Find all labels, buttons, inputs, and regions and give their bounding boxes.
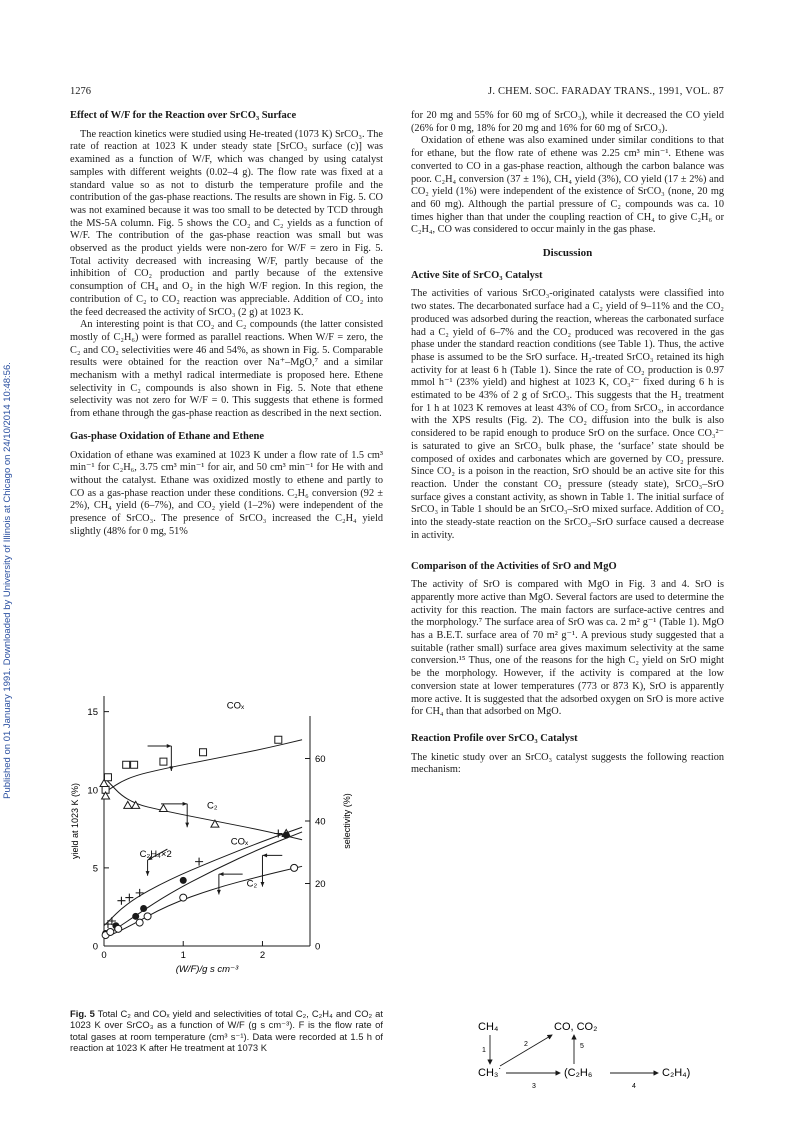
scheme-ch4: CH₄ (478, 1021, 499, 1033)
data-point-open-circle (115, 925, 122, 932)
discussion-heading: Discussion (542, 247, 593, 260)
data-point-open-circle (136, 919, 143, 926)
caption-text: Total C₂ and COₓ yield and selectivities of total C₂, C₂H₄ and CO₂ at 1023 K over SrCO₃ as a function of W/F (g s cm⁻³). F is the flow rate of total gases at room temperature (cm³ s⁻¹). Data were recorded at 1.5 h of reaction at 1023 K after He treatment at 1073 K (70, 1008, 383, 1054)
y-tick-label: 0 (92, 941, 98, 953)
data-point-open-circle (107, 928, 114, 935)
data-point-plus (195, 858, 203, 866)
paragraph: The activity of SrO is compared with MgO in Fig. 3 and 4. SrO is apparently more active than MgO. Several factors are used to determine the activity for this reaction. The main factors are surface-active centres and the morphology.⁷ The surface area of SrO was ca. 2 m² g⁻¹ (Table 1). MgO has a B.E.T. surface area of 70 m² g⁻¹. A previous study suggested that a suitable (rather small) surface area gives maximum selectivity at the same conversion.¹⁵ Thus, one of the reasons for the high C₂ yield on SrO might be the morphology. However, if the activity is compared at the low conversion state at lower temperatures (773 or 873 K), SrO is apparently more active. It is suggested that the adsorbed oxygen on SrO is more active for CH₄ than that adsorbed on MgO. (411, 579, 724, 718)
paragraph: The activities of various SrCO₃-originated catalysts were classified into two states. The decarbonated surface had a C₂ yield of 9–11% and the CO₂ produced was adsorbed during the reaction, whereas the carbonated surface had a C₂ yield of 6–7% and the CO₂ produced was recovered in the gas phase under the standard reaction conditions (see Table 1). Thus, the active phase is assumed to be the SrO surface. H₂-treated SrCO₃ retained its high activity for at least 6 h (Table 1). Since the rate of CO₂ production is 0.97 mmol h⁻¹ (23% yield) and highest at 1023 K, CO₃²⁻ fixed during 6 h is estimated to be 43% of 2 g of SrCO₃. This suggests that the H₂ treatment for 1 h at 1023 K removes at least 43% of CO₂ from SrCO₃, in accordance with the XPS results (Fig. 2). The CO₂ diffusion into the bulk is also considered to be rapid enough to produce SrO on the surface. Once CO₃²⁻ is saturated to give an SrCO₃ bulk phase, the ‘surface’ state should be composed of oxides and carbonates which are governed by CO₂ pressure. Since CO₂ is a poison in the reaction, SrO should be an active site for this reaction. Under the constant CO₂ pressure (steady state), SrCO₃–SrO surface gives a constant activity, as shown in Table 1. The initial surface of SrCO₃ in Table 1 should be an SrCO₃–SrO mixed surface. Addition of CO₂ into the steady-state reaction on the SrCO₃–SrO surface caused a decrease in activity. (411, 288, 724, 541)
scheme-step-3: 3 (532, 1083, 536, 1090)
x-tick-label: 1 (180, 950, 186, 961)
figure-5 (70, 686, 383, 986)
download-notice (0, 80, 14, 1080)
series-label: C₂ (207, 800, 218, 812)
paragraph: Oxidation of ethane was examined at 1023 K under a flow rate of 1.5 cm³ min⁻¹ for C₂H₆, 3.75 cm³ min⁻¹ for air, and 50 cm³ min⁻¹ for He with and without the catalyst. Ethane was oxidized mostly to ethene and partly to CO as a gas-phase reaction under these conditions. C₂H₆ conversion (92 ± 2%), CH₄ yield (6–7%), and CO₂ yield (1–2%) were independent of the presence of SrCO₃. The presence of SrCO₃ increased the C₂H₄ yield slightly (48% for 0 mg, 51% (70, 449, 383, 537)
left-column (70, 110, 383, 539)
data-point-filled-circle (180, 877, 187, 884)
paragraph: The kinetic study over an SrCO₃ catalyst suggests the following reaction mechanism: (411, 751, 724, 776)
data-point-open-circle (144, 913, 151, 920)
curve (104, 832, 302, 937)
scheme-c2h6: (C₂H₆ (564, 1067, 593, 1079)
y2-tick-label: 20 (315, 879, 326, 890)
paragraph: for 20 mg and 55% for 60 mg of SrCO₃), while it decreased the CO yield (26% for 0 mg, 18% for 20 mg and 16% for 60 mg of SrCO₃). (411, 110, 724, 134)
series-label: COₓ (226, 700, 245, 712)
data-point-filled-circle (283, 832, 290, 839)
arrow-head (219, 872, 224, 876)
section-heading-wf-effect: Effect of W/F for the Reaction over SrCO₃ Surface (70, 110, 297, 121)
data-point-filled-circle (140, 905, 147, 912)
data-point-square (275, 736, 282, 743)
data-point-plus (136, 889, 144, 897)
data-point-square (104, 774, 111, 781)
page-header (70, 86, 724, 100)
y2-tick-label: 0 (315, 941, 321, 953)
data-point-triangle (124, 801, 132, 808)
series-label: C₂ (246, 878, 258, 890)
scheme-step-2: 2 (524, 1041, 528, 1048)
scheme-c2h4: C₂H₄) (662, 1067, 691, 1079)
data-point-triangle (159, 805, 167, 812)
arrow-head (261, 882, 265, 887)
arrow-head (217, 890, 221, 895)
x-tick-label: 2 (259, 950, 266, 961)
data-point-filled-circle (132, 913, 139, 920)
paragraph: An interesting point is that CO₂ and C₂ compounds (the latter consisted mostly of C₂H₆) were formed as parallel reactions. When W/F = zero, the C₂ and CO₂ selectivities were 46 and 54%, as shown in Fig. 5. Comparable results were obtained for the reaction over Na⁺–MgO,⁷ and a similar mechanism with a methyl radical intermediate is proposed here. Ethene selectivity in C₂ compounds is also shown in Fig. 5. Note that ethene selectivity was not zero for W/F = 0. This suggests that ethene is formed from ethane through the gas-phase reaction as described in the next section. (70, 319, 383, 420)
arrow-head (262, 853, 267, 857)
curve (104, 866, 302, 938)
data-point-square (160, 758, 167, 765)
y-tick-label: 15 (87, 707, 98, 719)
arrow-head (183, 802, 188, 806)
series-label: C₂H₄×2 (139, 848, 172, 860)
figure-5-caption (70, 1008, 383, 1054)
reaction-scheme-diagram (476, 1018, 736, 1090)
arrow-head (146, 871, 150, 876)
scheme-step-4: 4 (632, 1083, 636, 1090)
y-tick-label: 10 (87, 785, 98, 797)
y-tick-label: 5 (92, 863, 98, 875)
right-column (411, 110, 724, 777)
figure-5-chart (70, 686, 383, 986)
data-point-square (131, 761, 138, 768)
x-axis-label: (W/F)/g s cm⁻³ (175, 964, 239, 975)
download-notice-text[interactable]: Published on 01 January 1991. Downloaded by University of Illinois at Chicago on 24/10/2014 10:48:56. (1, 361, 13, 799)
paragraph: The reaction kinetics were studied using He-treated (1073 K) SrCO₃. The rate of reaction at 1023 K under steady state [SrCO₃ surface (c)] was examined as a function of W/F, which was changed by using catalyst samples with different weights (0.02–4 g). The flow rate was fixed at a standard value so as not to disturb the temperature profile and the contribution of the gas-phase reactions. The results are shown in Fig. 5. CO was not examined because it was too small to be detected by TCD through the MS-5A column. Fig. 5 shows the CO₂ and C₂ yields as a function of W/F. The contribution of the gas-phase reaction was small but was observed as the product yields were non-zero for W/F = zero in Fig. 5. Total activity decreased with increasing W/F, partly because of the inhibition of CO₂ production and partly because of the extensive consumption of CH₄ and O₂ in the high W/F region. In this region, the contribution of C₂ to CO₂ reaction was appreciable. Addition of CO₂ into the feed decreased the activity of SrCO₃ (2 g) at 1023 K. (70, 128, 383, 318)
journal-citation: J. CHEM. SOC. FARADAY TRANS., 1991, VOL. 87 (488, 86, 724, 97)
scheme-step-5: 5 (580, 1043, 584, 1050)
arrow-head (167, 744, 172, 748)
section-heading-gas-phase: Gas-phase Oxidation of Ethane and Ethene (70, 430, 264, 442)
x-tick-label: 0 (101, 950, 107, 961)
section-heading-active-site: Active Site of SrCO₃ Catalyst (411, 269, 543, 281)
y2-axis-label: selectivity (%) (342, 793, 352, 849)
data-point-square (200, 749, 207, 756)
data-point-plus (117, 897, 125, 905)
reaction-scheme (476, 1018, 736, 1090)
scheme-ch3-radical: CH₃˙ (478, 1067, 503, 1079)
caption-label: Fig. 5 (70, 1008, 95, 1019)
scheme-step-1: 1 (482, 1047, 486, 1054)
series-label: COₓ (230, 836, 249, 848)
data-point-open-circle (291, 864, 298, 871)
y2-tick-label: 60 (315, 754, 326, 765)
scheme-co-co2: CO, CO₂ (554, 1021, 598, 1033)
y2-tick-label: 40 (315, 816, 326, 828)
scheme-arrow-2 (500, 1035, 552, 1066)
curve (104, 827, 302, 925)
paragraph: Oxidation of ethene was also examined under similar conditions to that for ethane, but the flow rate of ethene was 2.25 cm³ min⁻¹. Ethene was converted to CO in a gas-phase reaction, although the carbon balance was poor. C₂H₄ conversion (37 ± 1%), CH₄ yield (3%), CO yield (17 ± 2%) and CO₂ yield (1%) were independent of the existence of SrCO₃ (none, 20 mg and 60 mg). Although the partial pressure of C₂ compounds was ca. 10 times higher than that under the coupling reaction of CH₄ to give C₂H₆ or C₂H₄, CO was considered to occur mainly in the gas phase. (411, 135, 724, 236)
y-axis-label: yield at 1023 K (%) (70, 782, 80, 860)
data-point-square (123, 761, 130, 768)
data-point-open-circle (180, 894, 187, 901)
page-number: 1276 (70, 86, 91, 97)
arrow-head (169, 766, 173, 771)
section-heading-comparison: Comparison of the Activities of SrO and MgO (411, 560, 617, 572)
arrow-head (185, 823, 189, 828)
section-heading-reaction-profile: Reaction Profile over SrCO₃ Catalyst (411, 732, 578, 744)
